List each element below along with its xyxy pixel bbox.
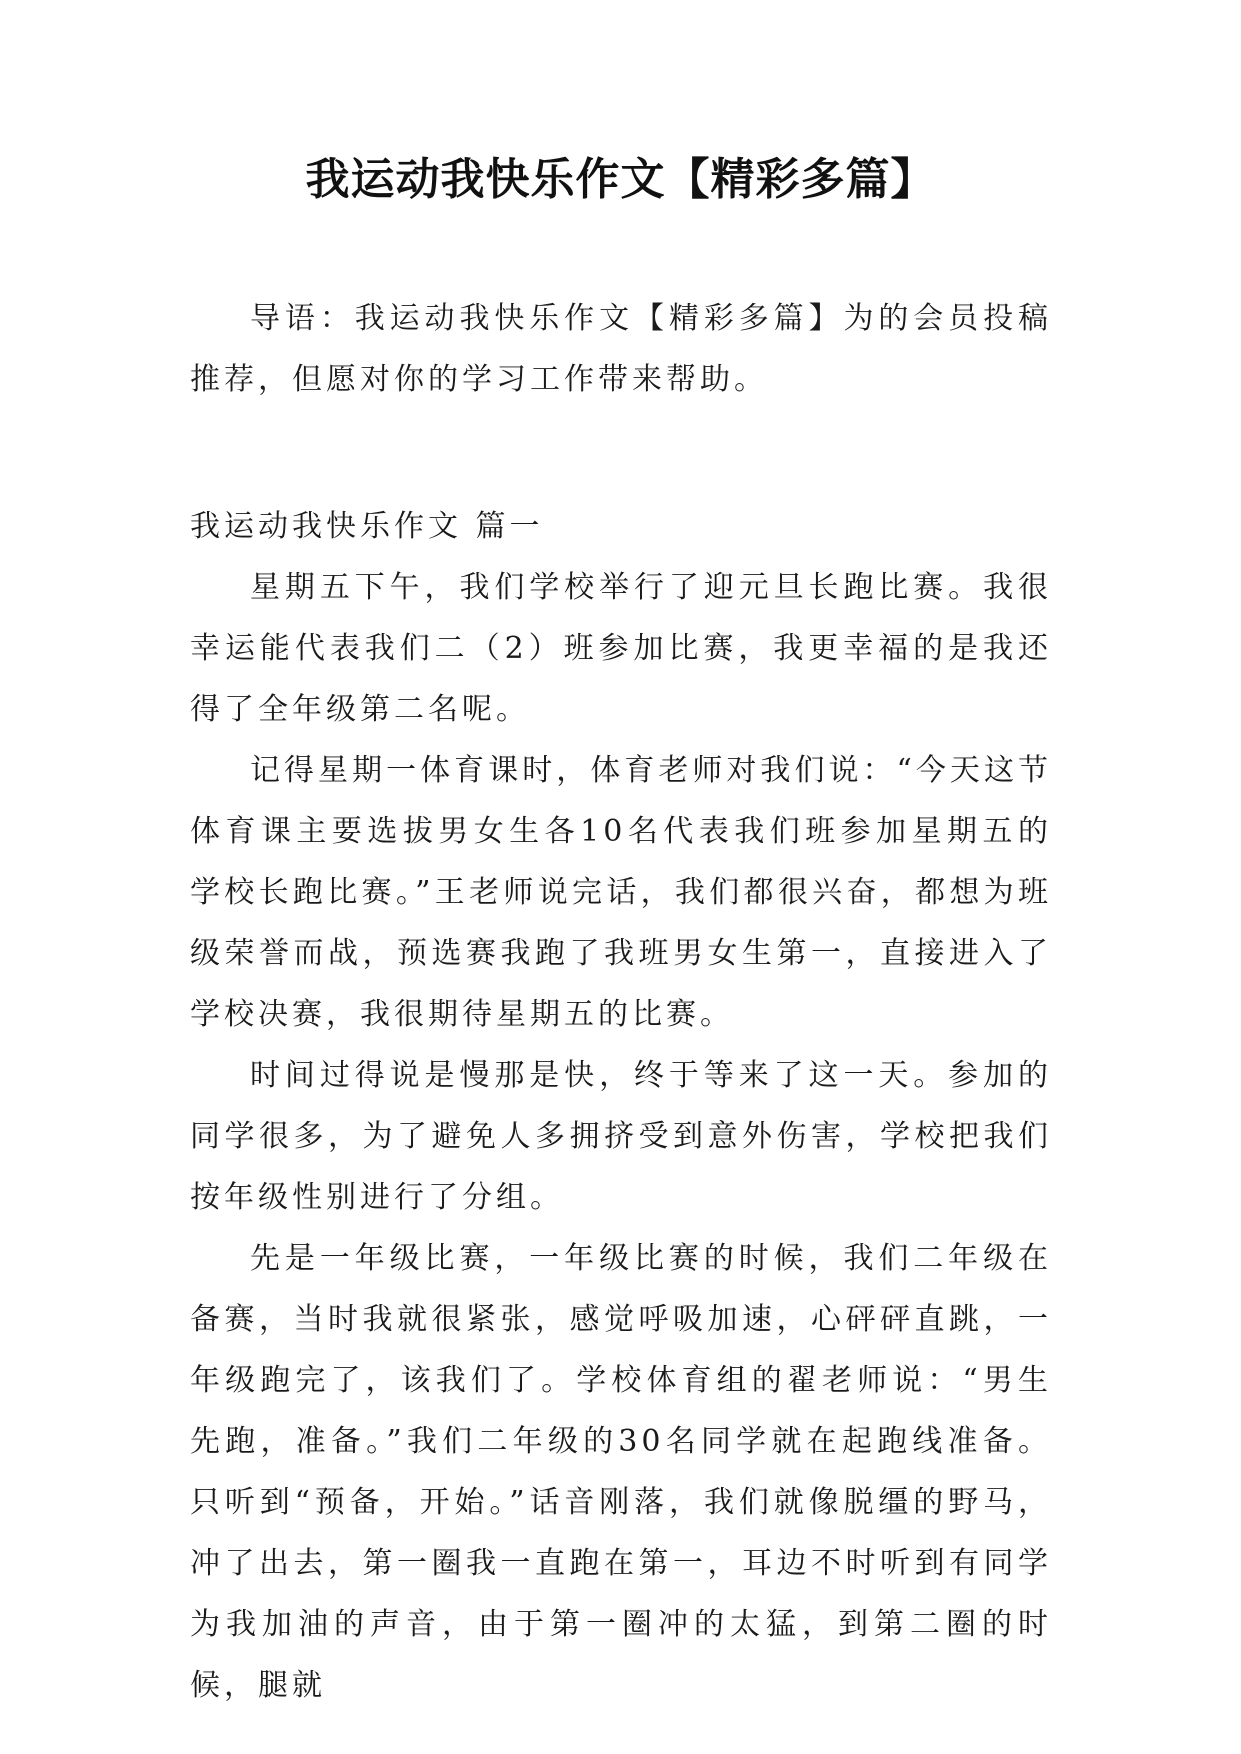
body-paragraph-2: 记得星期一体育课时，体育老师对我们说：“今天这节体育课主要选拔男女生各10名代表我们班参加星期五的学校长跑比赛。”王老师说完话，我们都很兴奋，都想为班级荣誉而战，预选赛我跑了我班男女生第一，直接进入了学校决赛，我很期待星期五的比赛。 (190, 753, 1052, 1032)
body-paragraph-1: 星期五下午，我们学校举行了迎元旦长跑比赛。我很幸运能代表我们二（2）班参加比赛，我更幸福的是我还得了全年级第二名呢。 (190, 570, 1052, 727)
body-paragraph-4: 先是一年级比赛，一年级比赛的时候，我们二年级在备赛，当时我就很紧张，感觉呼吸加速，心砰砰直跳，一年级跑完了，该我们了。学校体育组的翟老师说：“男生先跑，准备。”我们二年级的30名同学就在起跑线准备。只听到“预备，开始。”话音刚落，我们就像脱缰的野马，冲了出去，第一圈我一直跑在第一，耳边不时听到有同学为我加油的声音，由于第一圈冲的太猛，到第二圈的时候，腿就 (190, 1241, 1052, 1703)
body-paragraph-3: 时间过得说是慢那是快，终于等来了这一天。参加的同学很多，为了避免人多拥挤受到意外伤害，学校把我们按年级性别进行了分组。 (190, 1058, 1052, 1215)
section-heading: 我运动我快乐作文 篇一 (190, 509, 544, 544)
document-body (190, 288, 1052, 1716)
document-title: 我运动我快乐作文【精彩多篇】 (305, 154, 936, 205)
intro-paragraph: 导语：我运动我快乐作文【精彩多篇】为的会员投稿推荐，但愿对你的学习工作带来帮助。 (190, 301, 1052, 397)
section-spacer (190, 410, 1052, 496)
